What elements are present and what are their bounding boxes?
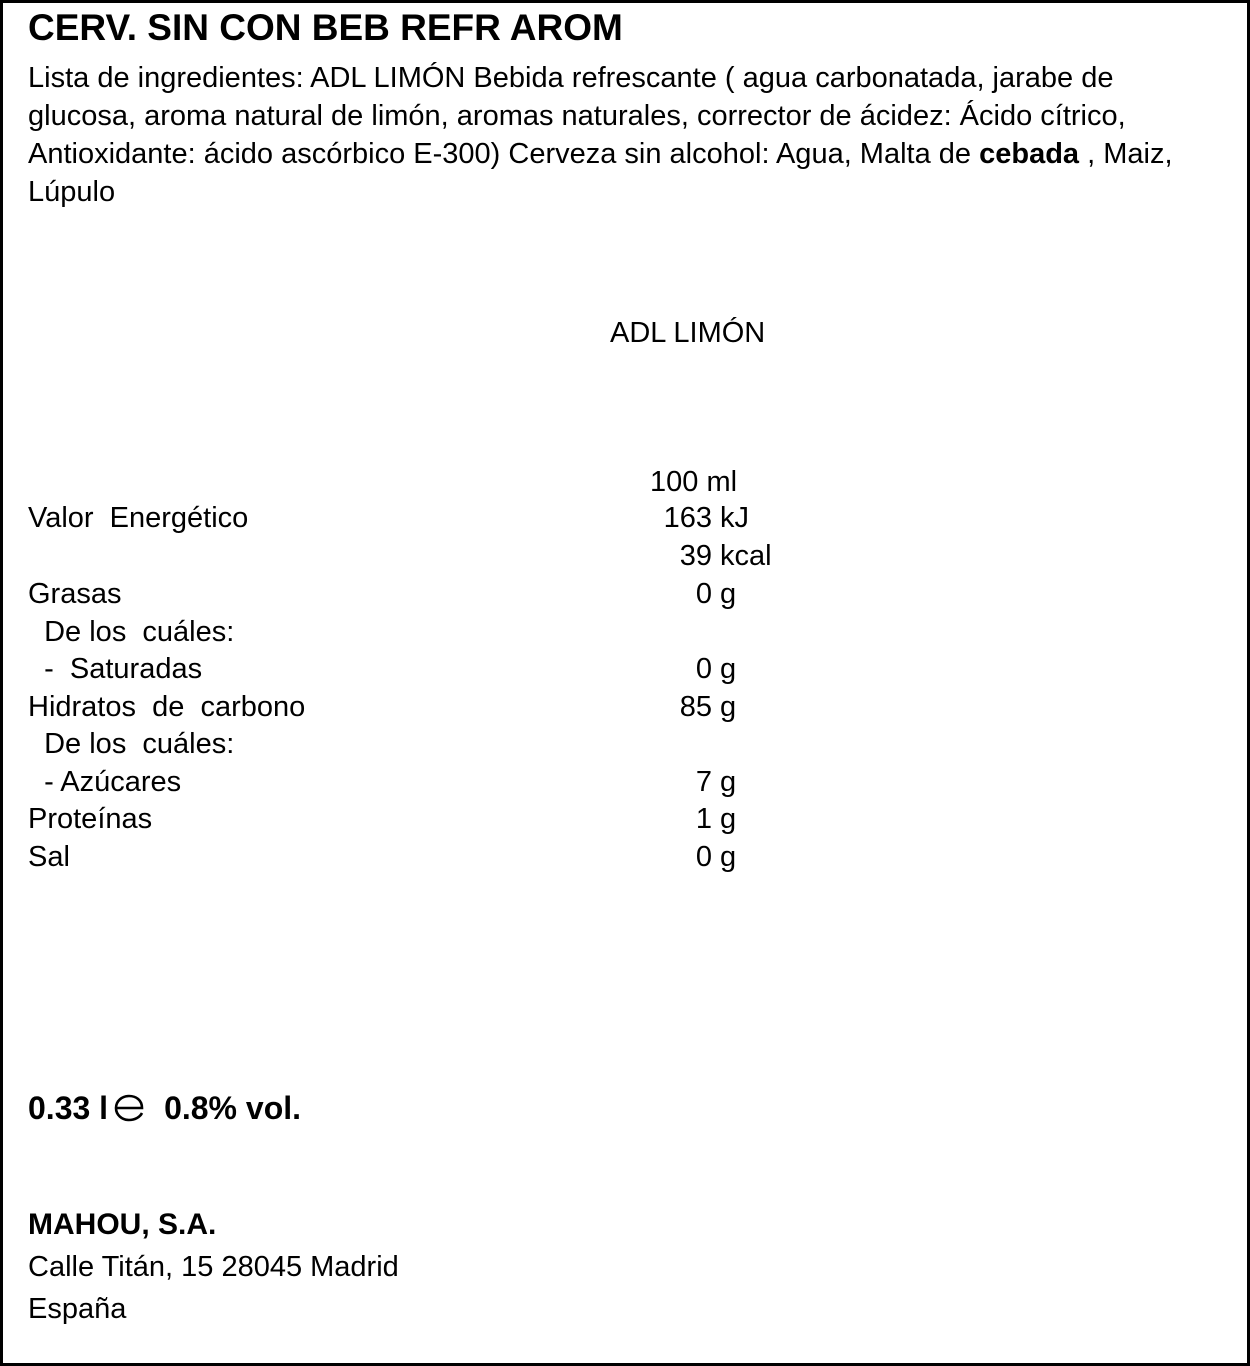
energy-kj-value: 163 — [663, 502, 712, 534]
nutrition-row-energy-kcal — [3, 537, 1247, 575]
nutrient-unit: g — [720, 578, 737, 610]
nutrient-label: Grasas — [28, 578, 122, 610]
nutrient-unit: g — [720, 653, 737, 685]
manufacturer-country: España — [28, 1293, 127, 1325]
nutrition-row — [3, 725, 1247, 763]
energy-kcal-unit: kcal — [720, 540, 772, 572]
nutrient-value: 85 — [679, 690, 712, 723]
product-title: CERV. SIN CON BEB REFR AROM — [28, 7, 623, 48]
ingredients-allergen: cebada — [979, 138, 1080, 170]
energy-kcal-value: 39 — [679, 540, 712, 572]
nutrient-unit: g — [720, 803, 737, 835]
nutrient-value: 1 — [695, 803, 712, 835]
alcohol-content: 0.8% vol. — [164, 1090, 302, 1126]
nutrient-label: - Saturadas — [28, 653, 203, 685]
nutrition-row — [3, 800, 1247, 838]
nutrient-label: De los cuáles: — [28, 615, 235, 648]
nutrient-label: De los cuáles: — [28, 728, 235, 760]
ingredients-text: Lista de ingredientes: ADL LIMÓN Bebida refrescante ( agua carbonatada, jarabe de glucosa, aroma natural de limón, aromas naturales, corrector de ácidez: Ácido cítrico, Antioxidante: ácido ascórbico E-300) Cerveza sin alcohol: Agua, Malta de — [28, 62, 1126, 170]
net-quantity: 0.33 l — [28, 1090, 109, 1126]
nutrition-column-header: ADL LIMÓN — [610, 317, 766, 349]
nutrition-per-quantity: 100 ml — [650, 466, 738, 498]
nutrition-row — [3, 688, 1247, 726]
nutrition-row — [3, 575, 1247, 613]
ingredients-list — [28, 59, 1228, 211]
nutrition-row-energy-kj — [3, 499, 1247, 537]
nutrient-label: Proteínas — [28, 803, 153, 835]
nutrition-row — [3, 613, 1247, 651]
nutrition-row — [3, 838, 1247, 876]
manufacturer-name: MAHOU, S.A. — [28, 1208, 217, 1241]
manufacturer-address: Calle Titán, 15 28045 Madrid — [28, 1251, 399, 1283]
estimated-sign-icon — [112, 1093, 146, 1123]
nutrient-value: 7 — [695, 765, 712, 798]
nutrient-unit: g — [720, 765, 737, 798]
nutrient-label: Hidratos de carbono — [28, 690, 306, 723]
energy-label: Valor Energético — [28, 502, 249, 534]
nutrient-unit: g — [720, 840, 737, 873]
volume-line — [28, 1088, 301, 1128]
ingredients-end: , Maiz, Lúpulo — [28, 138, 1173, 208]
nutrient-label: Sal — [28, 840, 70, 873]
nutrition-row — [3, 763, 1247, 801]
nutrient-value: 0 — [695, 653, 712, 685]
nutrient-value: 0 — [695, 840, 712, 873]
nutrition-row — [3, 650, 1247, 688]
nutrient-label: - Azúcares — [28, 765, 182, 798]
nutrient-unit: g — [720, 690, 737, 723]
nutrient-value: 0 — [695, 578, 712, 610]
energy-kj-unit: kJ — [720, 502, 749, 534]
